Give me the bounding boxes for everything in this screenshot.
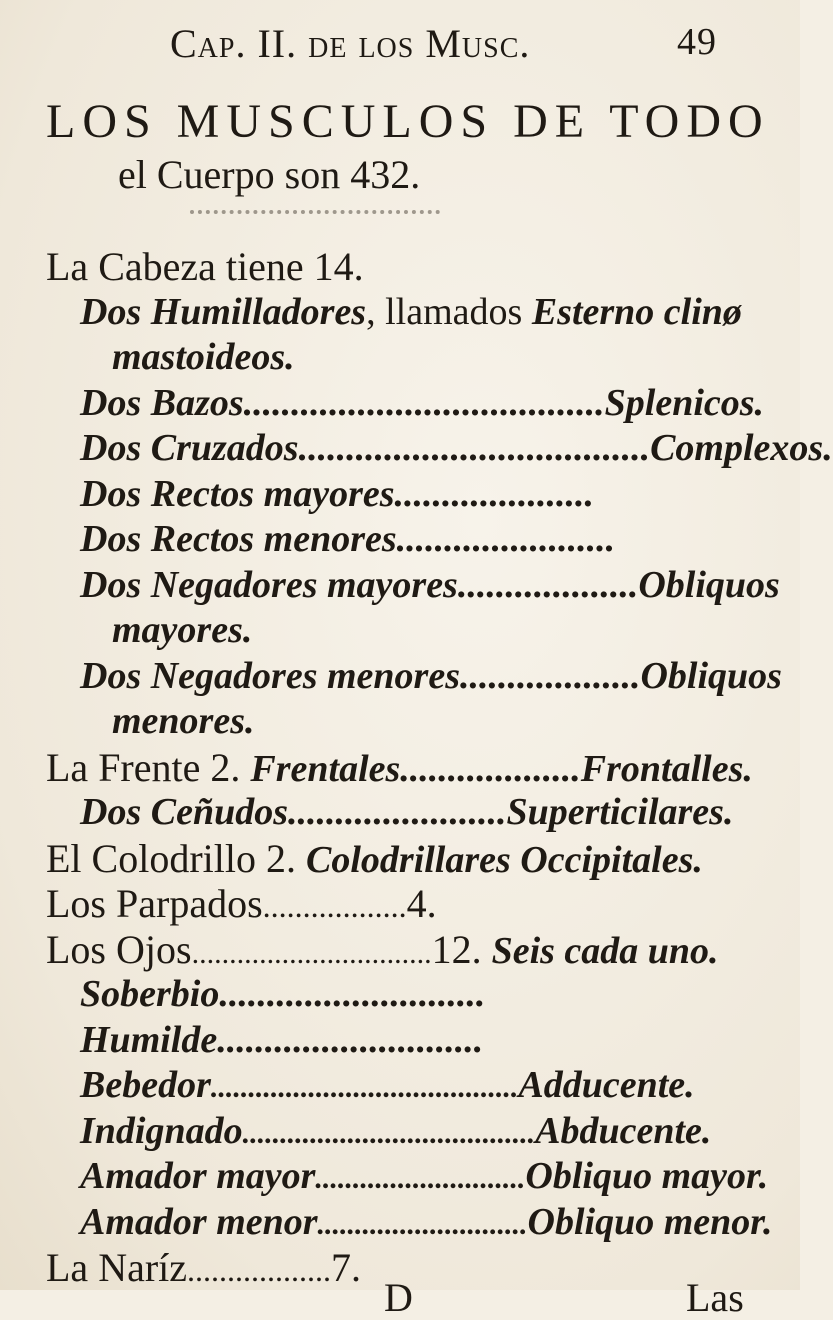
line-text: Obliquo mayor. xyxy=(525,1155,769,1197)
text-line xyxy=(46,745,753,790)
section-subtitle: el Cuerpo son 432. xyxy=(118,152,421,197)
text-line xyxy=(46,836,703,881)
section-title: LOS MUSCULOS DE TODO xyxy=(46,95,770,148)
text-line xyxy=(80,429,833,467)
text-line xyxy=(80,1203,773,1241)
text-line xyxy=(80,566,780,604)
chapter-heading: Cap. II. de los Musc. xyxy=(170,21,531,66)
line-text: La Frente 2. xyxy=(46,745,251,790)
leader-dots: ..................................... xyxy=(298,427,651,469)
line-text: El Colodrillo 2. xyxy=(46,836,306,881)
running-head xyxy=(170,20,717,67)
line-text: Dos Bazos xyxy=(80,382,244,424)
line-text: Obliquos xyxy=(640,655,782,697)
ornament-rule xyxy=(190,210,440,214)
line-text: 4. xyxy=(406,881,437,926)
leader-dots: ............................ xyxy=(315,1162,526,1195)
text-line xyxy=(46,881,437,926)
line-text: La Cabeza tiene 14. xyxy=(46,244,364,289)
text-line xyxy=(80,384,764,422)
line-text: Adducente. xyxy=(518,1064,695,1106)
line-text: Dos Negadores menores xyxy=(80,655,460,697)
text-line xyxy=(80,475,594,513)
line-text: 7. xyxy=(331,1245,362,1290)
text-line xyxy=(80,793,733,831)
line-text: Obliquo menor. xyxy=(527,1201,773,1243)
leader-dots: ....................... xyxy=(288,791,507,833)
text-line xyxy=(46,1245,362,1290)
text-line xyxy=(80,1066,695,1104)
line-text: La Naríz xyxy=(46,1245,188,1290)
leader-dots: ...................................... xyxy=(243,382,605,424)
leader-dots: ............................ xyxy=(219,973,486,1015)
text-line xyxy=(80,1157,768,1195)
text-line xyxy=(46,927,719,972)
line-text: Esterno clinø xyxy=(531,291,742,333)
line-text: mayores. xyxy=(112,609,253,651)
line-text: 12. xyxy=(431,927,492,972)
leader-dots: ..................... xyxy=(394,473,595,515)
text-line xyxy=(112,611,252,649)
line-text: Abducente. xyxy=(535,1110,712,1152)
line-text: Dos Rectos menores xyxy=(80,518,397,560)
line-text: Splenicos. xyxy=(604,382,765,424)
line-text: Amador menor xyxy=(80,1201,318,1243)
signature-mark: D xyxy=(384,1275,413,1320)
line-text: Frontalles. xyxy=(580,748,753,790)
line-text: Dos Rectos mayores xyxy=(80,473,395,515)
line-text: Superticilares. xyxy=(506,791,734,833)
text-line xyxy=(80,657,782,695)
line-text: menores. xyxy=(112,700,255,742)
text-line xyxy=(80,293,742,331)
leader-dots: ................... xyxy=(400,748,581,790)
text-line xyxy=(80,1112,711,1150)
line-text: Amador mayor xyxy=(80,1155,316,1197)
text-line xyxy=(46,244,364,289)
text-line xyxy=(112,338,295,376)
line-text: Frentales xyxy=(250,748,401,790)
leader-dots: ................... xyxy=(457,564,639,606)
text-line xyxy=(112,702,255,740)
line-text: Complexos. xyxy=(650,427,833,469)
line-text: mastoideos. xyxy=(112,336,295,378)
leader-dots: .................. xyxy=(187,1252,332,1288)
line-text: Seis cada uno. xyxy=(491,930,719,972)
line-text: Indignado xyxy=(80,1110,243,1152)
line-text: Humilde xyxy=(80,1019,218,1061)
leader-dots: .................. xyxy=(262,888,407,924)
line-text: Colodrillares Occipitales. xyxy=(306,839,703,881)
leader-dots: ............................ xyxy=(317,1208,528,1241)
line-text: Dos Humilladores xyxy=(80,291,367,333)
leader-dots: ....................................... xyxy=(242,1117,536,1150)
line-text: Los Ojos xyxy=(46,927,192,972)
leader-dots: ............................ xyxy=(217,1019,484,1061)
leader-dots: ................................ xyxy=(191,937,432,970)
text-line xyxy=(80,975,485,1013)
page-number: 49 xyxy=(677,21,717,63)
line-text: Los Parpados xyxy=(46,881,263,926)
leader-dots: ................... xyxy=(459,655,641,697)
line-text: Dos Ceñudos xyxy=(80,791,288,833)
text-line xyxy=(80,1021,483,1059)
line-text: Dos Negadores mayores xyxy=(80,564,458,606)
line-text: Bebedor xyxy=(80,1064,211,1106)
text-line xyxy=(80,520,615,558)
line-text: Obliquos xyxy=(638,564,780,606)
leader-dots: ....................... xyxy=(396,518,616,560)
line-text: , llamados xyxy=(366,291,532,333)
leader-dots: ......................................... xyxy=(210,1071,519,1104)
catchword: Las xyxy=(686,1275,744,1320)
line-text: Dos Cruzados xyxy=(80,427,299,469)
line-text: Soberbio xyxy=(80,973,220,1015)
